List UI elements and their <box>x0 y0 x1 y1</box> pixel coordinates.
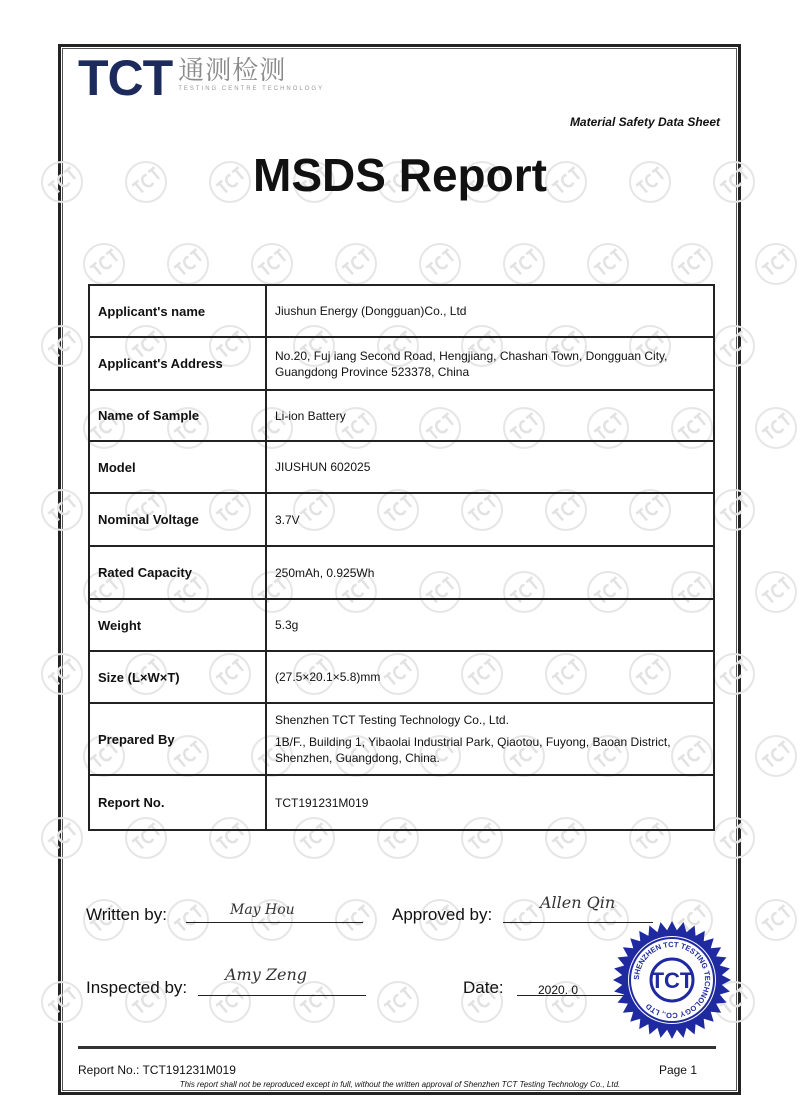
row-label: Weight <box>89 599 266 651</box>
watermark-tct-icon <box>754 242 798 286</box>
table-row <box>89 546 714 599</box>
row-value <box>266 337 714 390</box>
watermark-tct-icon <box>40 816 84 860</box>
row-label: Model <box>89 441 266 493</box>
watermark-tct-icon <box>208 980 252 1024</box>
row-label: Nominal Voltage <box>89 493 266 546</box>
watermark-tct-icon <box>754 406 798 450</box>
watermark-tct-icon <box>166 242 210 286</box>
footer-divider <box>78 1046 716 1049</box>
watermark-tct-icon <box>586 242 630 286</box>
table-row <box>89 285 714 337</box>
row-value-line: Shenzhen TCT Testing Technology Co., Ltd. <box>275 713 509 727</box>
table-row <box>89 775 714 830</box>
watermark-tct-icon <box>712 816 756 860</box>
table-row <box>89 390 714 441</box>
document-subtitle: Material Safety Data Sheet <box>569 115 720 129</box>
watermark-tct-icon <box>712 488 756 532</box>
row-value-line: (27.5×20.1×5.8)mm <box>275 670 381 684</box>
row-label: Prepared By <box>89 703 266 775</box>
watermark-tct-icon <box>712 652 756 696</box>
row-label: Size (L×W×T) <box>89 651 266 703</box>
row-label: Applicant's name <box>89 285 266 337</box>
row-value <box>266 285 714 337</box>
watermark-tct-icon <box>334 898 378 942</box>
watermark-tct-icon <box>40 980 84 1024</box>
row-label: Applicant's Address <box>89 337 266 390</box>
watermark-tct-icon <box>334 242 378 286</box>
date-value: 2020. 0 <box>538 983 579 997</box>
row-value-line: Li-ion Battery <box>275 408 346 423</box>
watermark-tct-icon <box>376 980 420 1024</box>
seal-ring-text: SHENZHEN TCT TESTING TECHNOLOGY CO., LTD <box>631 939 713 1021</box>
watermark-tct-icon <box>754 898 798 942</box>
watermark-tct-icon <box>40 488 84 532</box>
row-value <box>266 651 714 703</box>
tct-logo <box>78 52 324 104</box>
watermark-tct-icon <box>292 980 336 1024</box>
logo-chinese: 通测检测 <box>178 56 287 86</box>
table-row <box>89 337 714 390</box>
row-label: Rated Capacity <box>89 546 266 599</box>
row-value-line: 5.3g <box>275 618 299 632</box>
inspected-by-label: Inspected by: <box>86 978 188 997</box>
row-label: Report No. <box>89 775 266 830</box>
watermark-tct-icon <box>40 652 84 696</box>
table-row <box>89 493 714 546</box>
watermark-tct-icon <box>418 242 462 286</box>
watermark-tct-icon <box>250 242 294 286</box>
row-value-line: JIUSHUN 602025 <box>275 460 371 474</box>
table-row <box>89 599 714 651</box>
row-value-line: Jiushun Energy (Dongguan)Co., Ltd <box>275 304 467 318</box>
row-value <box>266 546 714 599</box>
inspected-by-signature: Amy Zeng <box>225 965 307 984</box>
footer-report-no: Report No.: TCT191231M019 <box>78 1063 236 1077</box>
date-label: Date: <box>463 978 504 997</box>
written-by-signature: May Hou <box>230 902 295 918</box>
row-value-line: 250mAh, 0.925Wh <box>275 565 375 580</box>
page-title: MSDS Report <box>253 149 547 201</box>
approved-by-signature: Allen Qin <box>540 893 616 912</box>
written-by-line <box>186 922 363 923</box>
company-seal <box>612 920 732 1040</box>
approved-by-label: Approved by: <box>392 905 493 924</box>
logo-english: TESTING CENTRE TECHNOLOGY <box>178 86 325 92</box>
footer-note: This report shall not be reproduced except in full, without the written approval of Shenzhen TCT Testing Technology Co., Ltd. <box>179 1080 621 1089</box>
watermark-tct-icon <box>166 898 210 942</box>
watermark-tct-icon <box>754 734 798 778</box>
row-value <box>266 599 714 651</box>
row-value <box>266 390 714 441</box>
inspected-by-line <box>198 995 366 996</box>
row-value <box>266 493 714 546</box>
row-value-line: 3.7V <box>275 512 300 527</box>
table-row <box>89 651 714 703</box>
row-value <box>266 703 714 775</box>
row-value-line: 1B/F., Building 1, Yibaolai Industrial Park, Qiaotou, Fuyong, Baoan District, Shenzhen, Guangdong, China. <box>275 735 671 765</box>
watermark-tct-icon <box>502 242 546 286</box>
written-by-label: Written by: <box>86 905 167 924</box>
row-value-line: TCT191231M019 <box>275 795 369 810</box>
row-value-line: No.20, Fuj iang Second Road, Hengjiang, Chashan Town, Dongguan City, Guangdong Province 523378, China <box>275 348 668 379</box>
row-value <box>266 775 714 830</box>
table-row <box>89 441 714 493</box>
info-table <box>88 284 715 831</box>
watermark-tct-icon <box>82 242 126 286</box>
watermark-tct-icon <box>40 324 84 368</box>
seal-center-text: TCT <box>650 968 694 993</box>
watermark-tct-icon <box>754 570 798 614</box>
watermark-tct-icon <box>670 242 714 286</box>
footer-page: Page 1 <box>658 1063 697 1077</box>
watermark-tct-icon <box>712 324 756 368</box>
row-label: Name of Sample <box>89 390 266 441</box>
table-row <box>89 703 714 775</box>
logo-text: TCT <box>78 50 173 106</box>
row-value <box>266 441 714 493</box>
